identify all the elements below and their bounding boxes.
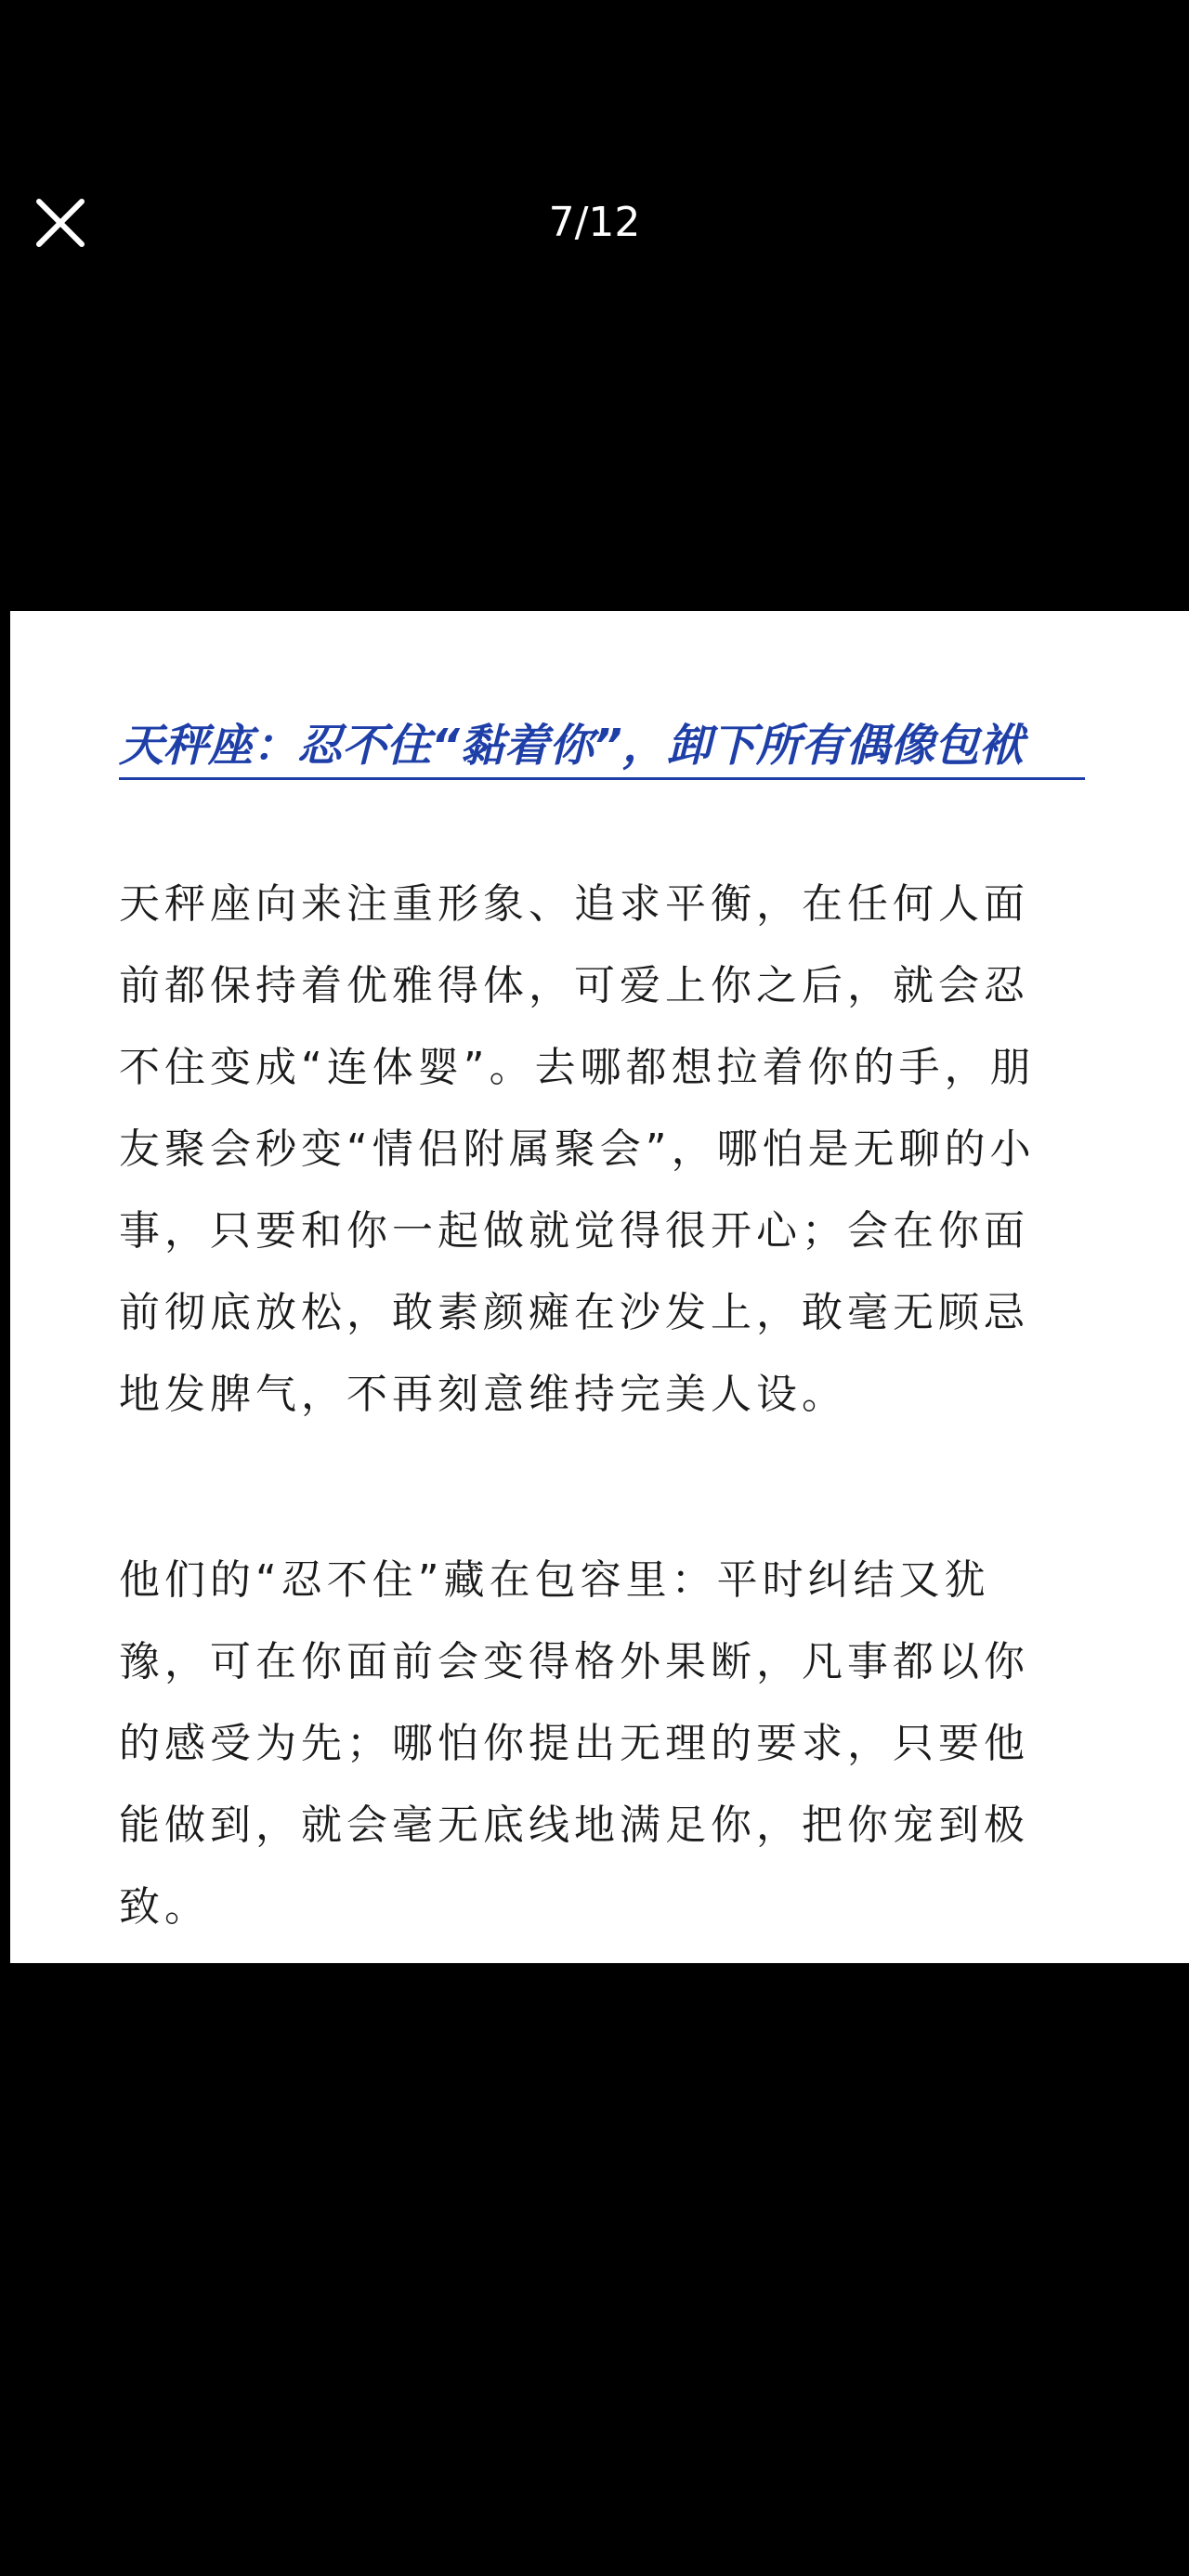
- article-paragraph-1: [119, 864, 1104, 1436]
- paragraph-line: 不住变成“连体婴”。去哪都想拉着你的手，朋: [119, 1044, 1036, 1091]
- paragraph-line: 友聚会秒变“情侣附属聚会”，哪怕是无聊的小: [119, 1125, 1036, 1173]
- article-paragraph-2: [119, 1540, 1104, 1948]
- page-counter: 7/12: [548, 199, 641, 246]
- paragraph-line: 致。: [119, 1883, 210, 1931]
- heading-underline: [119, 777, 1085, 780]
- paragraph-line: 的感受为先；哪怕你提出无理的要求，只要他: [119, 1720, 1029, 1767]
- paragraph-line: 前都保持着优雅得体，可爱上你之后，就会忍: [119, 962, 1029, 1009]
- paragraph-line: 他们的“忍不住”藏在包容里：平时纠结又犹: [119, 1556, 990, 1604]
- article-heading: 天秤座：忍不住“黏着你”，卸下所有偶像包袱: [119, 720, 1024, 772]
- paragraph-line: 天秤座向来注重形象、追求平衡，在任何人面: [119, 880, 1029, 928]
- paragraph-line: 前彻底放松，敢素颜瘫在沙发上，敢毫无顾忌: [119, 1289, 1029, 1336]
- paragraph-line: 能做到，就会毫无底线地满足你，把你宠到极: [119, 1802, 1029, 1849]
- paragraph-line: 豫，可在你面前会变得格外果断，凡事都以你: [119, 1638, 1029, 1685]
- article-image: [10, 611, 1189, 1963]
- paragraph-line: 地发脾气，不再刻意维持完美人设。: [119, 1371, 847, 1418]
- paragraph-line: 事，只要和你一起做就觉得很开心；会在你面: [119, 1207, 1029, 1255]
